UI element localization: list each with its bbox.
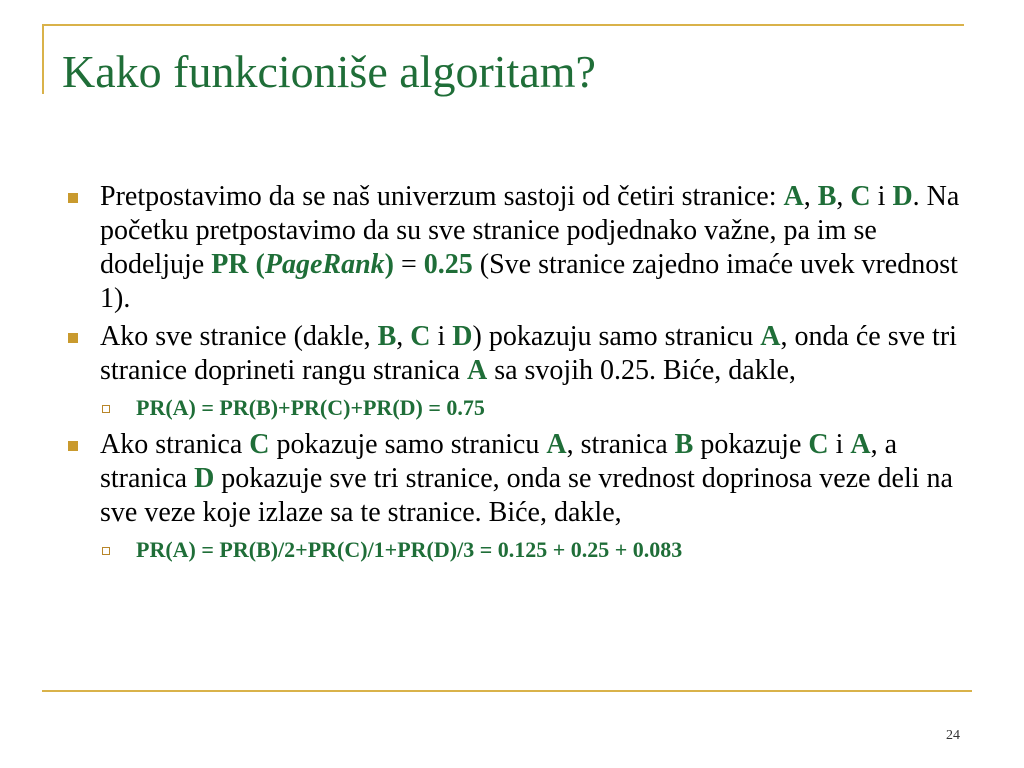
bullet-distributed-links: [62, 428, 972, 530]
page-c-label: C: [808, 429, 829, 460]
text: , a stranica: [100, 429, 898, 494]
slide-content: [62, 180, 972, 570]
square-bullet-icon: [68, 441, 78, 451]
frame-bottom-rule: [42, 690, 972, 692]
frame-left-rule: [42, 24, 44, 94]
text: Pretpostavimo da se naš univerzum sastoji od četiri stranice:: [100, 181, 784, 212]
formula-2: [62, 534, 972, 566]
initial-value: 0.25: [423, 249, 473, 280]
text: =: [393, 249, 424, 280]
text: , stranica: [566, 429, 675, 460]
text: Ako stranica: [100, 429, 250, 460]
page-a-label: A: [466, 355, 488, 386]
hollow-square-bullet-icon: [102, 547, 110, 555]
text: i: [430, 321, 453, 352]
text: (Sve stranice zajedno imaće uvek vrednost 1).: [100, 249, 958, 314]
pagerank-label: PageRank: [264, 249, 385, 280]
page-b-label: B: [674, 429, 694, 460]
text: . Na početku pretpostavimo da su sve stranice podjednako važne, pa im se dodeljuje: [100, 181, 960, 280]
formula-text: PR(A) = PR(B)+PR(C)+PR(D) = 0.75: [136, 395, 485, 420]
hollow-square-bullet-icon: [102, 405, 110, 413]
text: i: [870, 181, 893, 212]
text: ,: [396, 321, 411, 352]
page-b-label: B: [377, 321, 397, 352]
text: pokazuje samo stranicu: [269, 429, 547, 460]
text: ,: [803, 181, 818, 212]
bullet-all-point-to-a: [62, 320, 972, 388]
page-b-label: B: [817, 181, 837, 212]
page-number: 24: [946, 728, 960, 743]
page-a-label: A: [760, 321, 781, 352]
text: i: [828, 429, 851, 460]
square-bullet-icon: [68, 333, 78, 343]
text: pokazuje: [693, 429, 809, 460]
page-c-label: C: [410, 321, 431, 352]
frame-top-rule: [42, 24, 964, 26]
text: Ako sve stranice (dakle,: [100, 321, 378, 352]
page-a-label: A: [546, 429, 567, 460]
page-a-label: A: [850, 429, 871, 460]
text: ,: [836, 181, 851, 212]
text: ) pokazuju samo stranicu: [472, 321, 761, 352]
page-d-label: D: [452, 321, 473, 352]
square-bullet-icon: [68, 193, 78, 203]
text: sa svojih 0.25. Biće, dakle,: [487, 355, 796, 386]
slide-title: Kako funkcioniše algoritam?: [62, 46, 596, 97]
text: pokazuje sve tri stranice, onda se vrednost doprinosa veze deli na sve veze koje izlaze sa te stranice. Biće, dakle,: [100, 463, 953, 528]
text: , onda će sve tri stranice doprineti rangu stranica: [100, 321, 957, 386]
page-d-label: D: [194, 463, 215, 494]
bullet-universe: [62, 180, 972, 316]
page-d-label: D: [892, 181, 913, 212]
formula-text: PR(A) = PR(B)/2+PR(C)/1+PR(D)/3 = 0.125 + 0.25 + 0.083: [136, 537, 683, 562]
pr-label: PR (: [211, 249, 265, 280]
pr-label-close: ): [384, 249, 394, 280]
formula-1: [62, 392, 972, 424]
page-c-label: C: [850, 181, 871, 212]
page-c-label: C: [249, 429, 270, 460]
page-a-label: A: [783, 181, 804, 212]
